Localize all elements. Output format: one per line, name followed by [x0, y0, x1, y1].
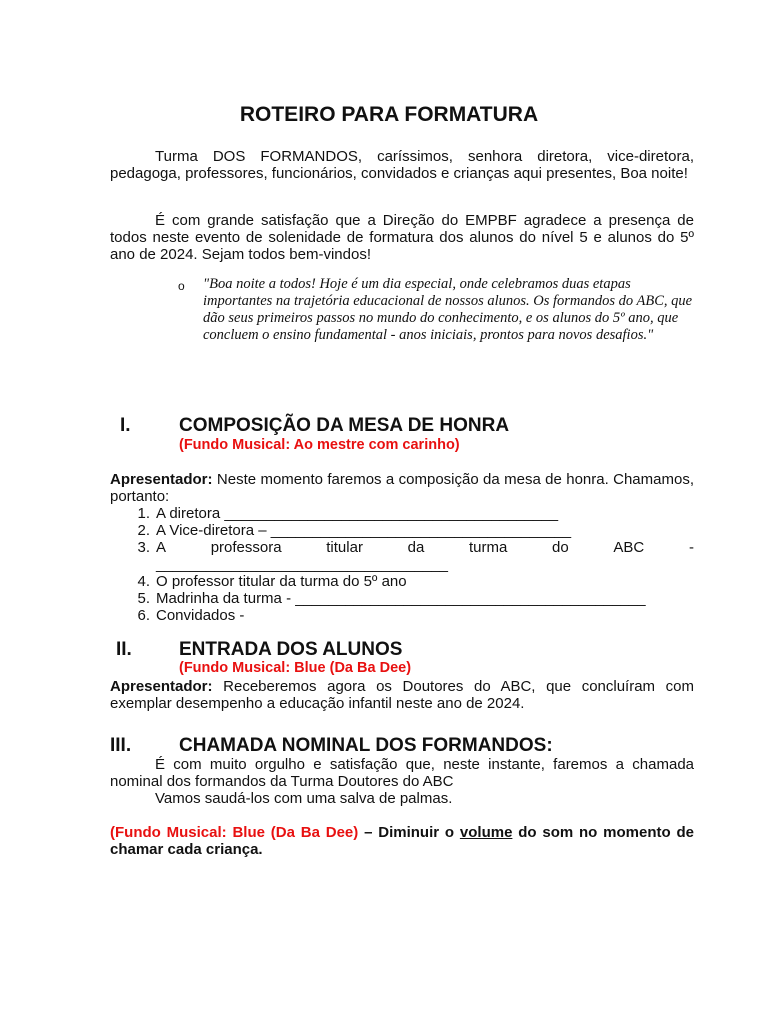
section-3-music-note: (Fundo Musical: Blue (Da Ba Dee) – Diminuir o volume do som no momento de chamar cada criança. [110, 824, 694, 858]
section-2-number: II. [116, 639, 132, 660]
section-2-heading: ENTRADA DOS ALUNOS [179, 639, 403, 660]
section-3-paragraph-2: Vamos saudá-los com uma salva de palmas. [155, 790, 453, 807]
section-3-paragraph-1: É com muito orgulho e satisfação que, neste instante, faremos a chamada nominal dos formandos da Turma Doutores do ABC [110, 756, 694, 790]
section-1-number: I. [120, 415, 131, 436]
list-item: 6. Convidados - [137, 607, 245, 624]
list-item: 4. O professor titular da turma do 5º ano [137, 573, 407, 590]
honor-table-list [110, 505, 694, 624]
section-2-music: (Fundo Musical: Blue (Da Ba Dee) [179, 660, 412, 676]
intro-paragraph-1: Turma DOS FORMANDOS, caríssimos, senhora diretora, vice-diretora, pedagoga, professores, funcionários, convidados e crianças aqui presentes, Boa noite! [110, 148, 694, 182]
section-2-presenter: Apresentador: Receberemos agora os Doutores do ABC, que concluíram com exemplar desempenho a educação infantil neste ano de 2024. [110, 678, 694, 712]
section-1-heading: COMPOSIÇÃO DA MESA DE HONRA [179, 415, 510, 436]
bullet-marker: o [178, 279, 185, 293]
list-item: 2. A Vice-diretora – ____________________________________ [137, 522, 572, 539]
list-item: 3. A professora titular da turma do ABC - [137, 539, 694, 556]
section-3-number: III. [110, 735, 132, 756]
list-item: 1. A diretora ________________________________________ [137, 505, 559, 522]
section-3-heading: CHAMADA NOMINAL DOS FORMANDOS: [179, 735, 553, 756]
section-1-presenter: Apresentador: Neste momento faremos a composição da mesa de honra. Chamamos, portanto: [110, 471, 694, 505]
document-title: ROTEIRO PARA FORMATURA [239, 103, 539, 126]
opening-quote: "Boa noite a todos! Hoje é um dia especial, onde celebramos duas etapas importantes na trajetória educacional de nossos alunos. Os formandos do ABC, que dão seus primeiros passos no mundo do conhecimento, e os alunos do 5º ano, que concluem o ensino fundamental - anos iniciais, prontos para novos desafios." [203, 276, 693, 343]
section-1-music: (Fundo Musical: Ao mestre com carinho) [179, 437, 460, 453]
list-item-continuation: ___________________________________ [156, 556, 448, 573]
intro-paragraph-2: É com grande satisfação que a Direção do EMPBF agradece a presença de todos neste evento de solenidade de formatura dos alunos do nível 5 e alunos do 5º ano de 2024. Sejam todos bem-vindos! [110, 212, 694, 263]
list-item: 5. Madrinha da turma - __________________________________________ [137, 590, 646, 607]
